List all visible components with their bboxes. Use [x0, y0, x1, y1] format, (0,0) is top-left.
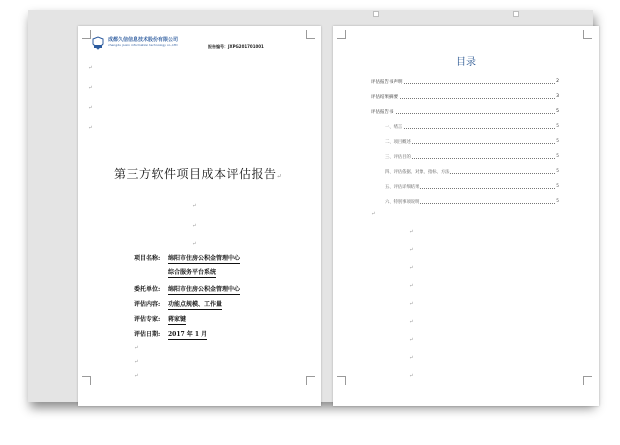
- field-label-project-name: 项目名称:: [134, 255, 161, 262]
- field-value-project-name: 绵阳市住房公积金管理中心: [168, 255, 241, 262]
- toc-entry-page: 3: [556, 94, 559, 99]
- paragraph-mark: ↵: [88, 65, 93, 71]
- paragraph-mark: ↵: [134, 345, 139, 351]
- field-value-content: 功能点规模、工作量: [168, 301, 223, 308]
- field-label-date: 评估日期:: [134, 331, 161, 338]
- toc-entry-page: 5: [556, 139, 559, 144]
- crop-mark: [337, 30, 346, 39]
- field-label-client: 委托单位:: [134, 286, 161, 293]
- paragraph-mark: ↵: [409, 229, 414, 235]
- toc-entry-page: 5: [556, 154, 559, 159]
- crop-mark: [583, 376, 592, 385]
- toc-entry[interactable]: [371, 79, 559, 85]
- crop-mark: [583, 30, 592, 39]
- company-name-cn: 成都久信信息技术股份有限公司: [108, 37, 179, 43]
- toc-entry[interactable]: [385, 154, 559, 160]
- cover-page[interactable]: [78, 26, 321, 406]
- toc-entry[interactable]: [385, 139, 559, 145]
- field-value-expert: 蒋家键: [168, 316, 187, 323]
- report-title: [114, 165, 282, 182]
- toc-entry-page: 5: [556, 199, 559, 204]
- company-logo-icon: [91, 36, 105, 50]
- toc-entry[interactable]: [371, 109, 559, 115]
- crop-mark: [306, 376, 315, 385]
- crop-mark: [337, 376, 346, 385]
- paragraph-mark: ↵: [192, 241, 197, 247]
- toc-entry-label: 评估结果摘要: [371, 95, 398, 100]
- toc-entry[interactable]: [371, 94, 559, 100]
- toc-entry-label: 评估报告书声明: [371, 80, 403, 85]
- document-workspace: [28, 10, 593, 402]
- toc-entry[interactable]: [385, 169, 559, 175]
- paragraph-mark: ↵: [409, 355, 414, 361]
- toc-entry-label: 六、特别事项说明: [385, 200, 420, 205]
- report-title-text: 第三方软件项目成本评估报告: [114, 167, 277, 181]
- paragraph-mark: ↵: [88, 85, 93, 91]
- paragraph-mark: ↵: [409, 283, 414, 289]
- toc-entry-page: 5: [556, 184, 559, 189]
- toc-entry-label: 五、评估详细结果: [385, 185, 420, 190]
- toc-title: 目录: [456, 57, 476, 68]
- paragraph-mark: ↵: [409, 373, 414, 379]
- ruler-marker-right[interactable]: [513, 11, 519, 17]
- crop-mark: [306, 30, 315, 39]
- field-value-date: 2017 年 1 月: [168, 331, 208, 338]
- report-number: 报告编号：JXPG201701001: [208, 44, 264, 49]
- paragraph-mark: ↵: [409, 301, 414, 307]
- paragraph-mark: ↵: [409, 247, 414, 253]
- crop-mark: [82, 30, 91, 39]
- toc-entry-label: 四、评估依据、对象、指标、方法: [385, 170, 450, 175]
- field-value-project-name-cont: 综合服务平台系统: [168, 269, 217, 276]
- paragraph-mark: ↵: [409, 319, 414, 325]
- field-label-expert: 评估专家:: [134, 316, 161, 323]
- paragraph-mark: ↵: [409, 337, 414, 343]
- toc-entry-page: 5: [556, 124, 559, 129]
- toc-leader: [371, 113, 555, 114]
- paragraph-mark: ↵: [276, 173, 283, 180]
- field-value-client: 绵阳市住房公积金管理中心: [168, 286, 241, 293]
- paragraph-mark: ↵: [371, 211, 376, 217]
- company-name-en: chengdu jiuxin information technology co.,LTD: [108, 43, 178, 47]
- toc-entry-page: 5: [556, 169, 559, 174]
- ruler-marker-left[interactable]: [373, 11, 379, 17]
- paragraph-mark: ↵: [409, 265, 414, 271]
- field-label-content: 评估内容:: [134, 301, 161, 308]
- paragraph-mark: ↵: [88, 105, 93, 111]
- crop-mark: [82, 376, 91, 385]
- toc-entry-label: 评估报告书: [371, 110, 394, 115]
- toc-entry-page: 2: [556, 79, 559, 84]
- toc-page[interactable]: [333, 26, 599, 406]
- paragraph-mark: ↵: [134, 373, 139, 379]
- toc-entry-label: 三、评估目的: [385, 155, 411, 160]
- paragraph-mark: ↵: [134, 359, 139, 365]
- toc-entry-label: 一、绪言: [385, 125, 403, 130]
- paragraph-mark: ↵: [88, 125, 93, 131]
- toc-entry[interactable]: [385, 184, 559, 190]
- toc-entry-label: 二、项目概述: [385, 140, 411, 145]
- toc-entry-page: 5: [556, 109, 559, 114]
- toc-entry[interactable]: [385, 124, 559, 130]
- toc-entry[interactable]: [385, 199, 559, 205]
- paragraph-mark: ↵: [192, 203, 197, 209]
- paragraph-mark: ↵: [192, 223, 197, 229]
- toc-leader: [385, 128, 555, 129]
